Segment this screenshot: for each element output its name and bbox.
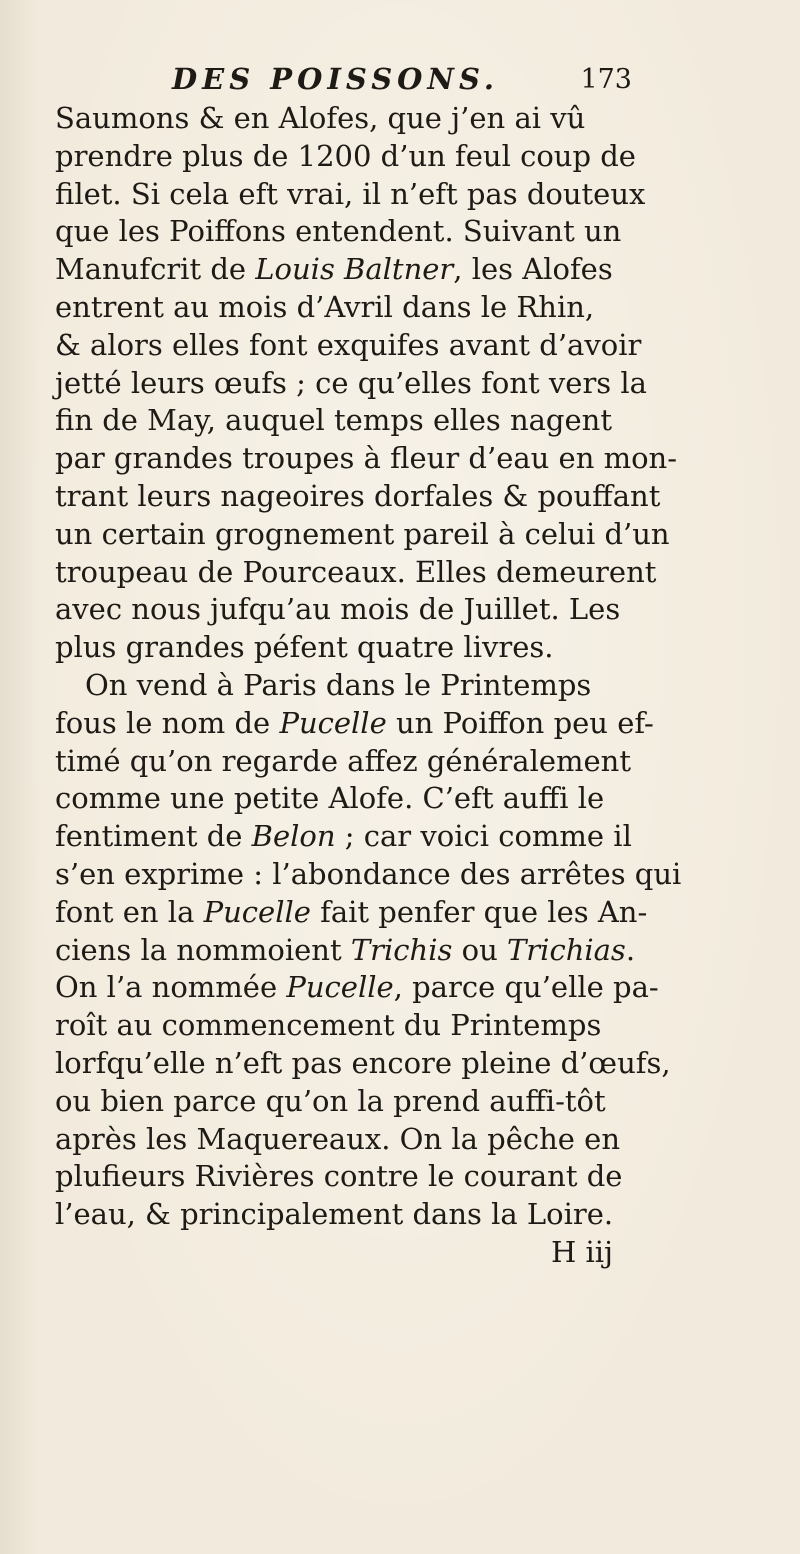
text-line: prendre plus de 1200 d’un feul coup de [55, 138, 636, 173]
paragraph-start-line: On vend à Paris dans le Printemps [85, 667, 592, 702]
text-line: Saumons & en Alofes, que j’en ai vû [55, 101, 586, 135]
text-line: On l’a nommée Pucelle, parce qu’elle pa- [55, 970, 659, 1005]
signature-mark: H iij [550, 1234, 613, 1269]
text-line: filet. Si cela eft vrai, il n’eft pas douteux [55, 176, 646, 211]
text-line: font en la Pucelle fait penfer que les An- [55, 894, 648, 929]
text-line: l’eau, & principalement dans la Loire. [55, 1197, 614, 1232]
text-line: entrent au mois d’Avril dans le Rhin, [55, 289, 595, 324]
text-line: fentiment de Belon ; car voici comme il [55, 819, 632, 854]
text-line: fin de May, auquel temps elles nagent [55, 403, 612, 438]
text-line: ou bien parce qu’on la prend auffi-tôt [55, 1083, 606, 1118]
text-line: Manufcrit de Louis Baltner, les Alofes [55, 252, 613, 287]
text-line: avec nous jufqu’au mois de Juillet. Les [55, 592, 621, 627]
text-line: troupeau de Pourceaux. Elles demeurent [55, 554, 657, 589]
page-number: 173 [580, 64, 632, 95]
text-line: que les Poiffons entendent. Suivant un [55, 214, 622, 249]
text-line: trant leurs nageoires dorfales & pouffant [55, 478, 661, 513]
text-line: par grandes troupes à fleur d’eau en mon- [55, 441, 678, 476]
text-line: jetté leurs œufs ; ce qu’elles font vers la [55, 365, 647, 400]
text-line: ciens la nommoient Trichis ou Trichias. [55, 932, 636, 967]
body-text [55, 100, 682, 1269]
text-line: un certain grognement pareil à celui d’un [55, 516, 670, 551]
text-line: & alors elles font exquifes avant d’avoir [55, 327, 642, 362]
text-line: s’en exprime : l’abondance des arrêtes qui [55, 856, 682, 891]
text-line: fous le nom de Pucelle un Poiffon peu ef- [55, 705, 654, 740]
text-line: après les Maquereaux. On la pêche en [55, 1121, 621, 1156]
text-line: timé qu’on regarde affez généralement [55, 743, 632, 778]
text-line: plus grandes péfent quatre livres. [55, 630, 554, 665]
running-head: DES POISSONS. [172, 62, 499, 96]
text-line: lorfqu’elle n’eft pas encore pleine d’œufs, [55, 1045, 671, 1080]
text-line: plufieurs Rivières contre le courant de [55, 1159, 623, 1194]
text-line: comme une petite Alofe. C’eft auffi le [55, 781, 605, 816]
text-line: roît au commencement du Printemps [55, 1008, 602, 1043]
page-header [172, 62, 632, 102]
